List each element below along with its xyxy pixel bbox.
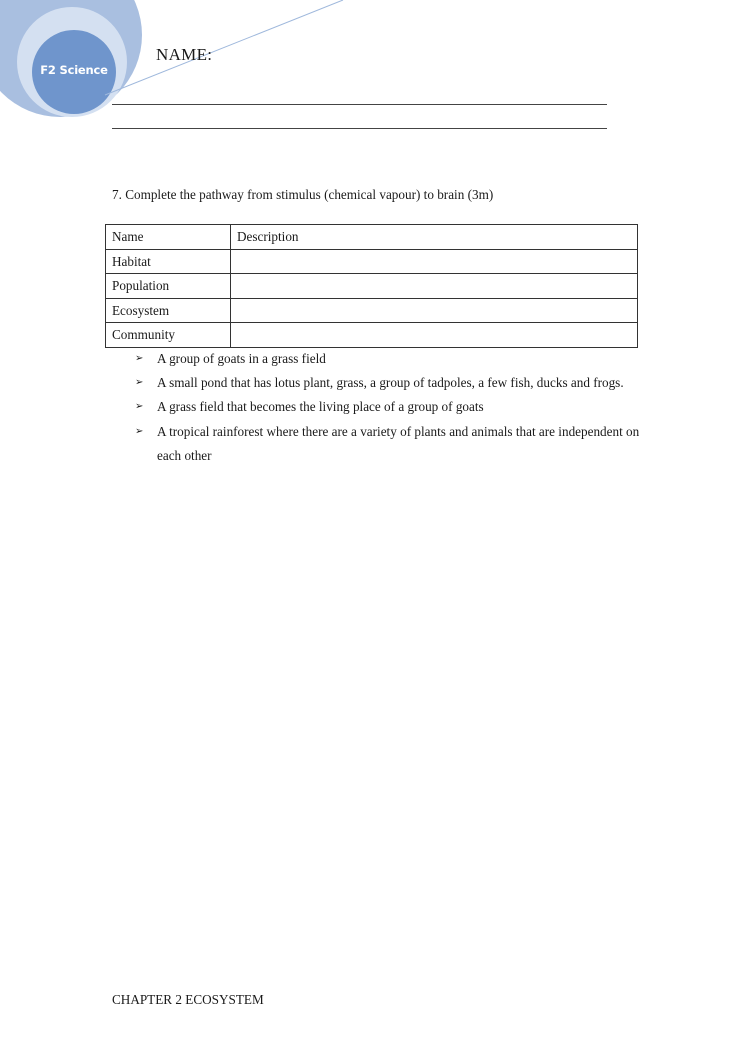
option-text: A grass field that becomes the living place of a group of goats	[157, 399, 484, 415]
arrow-bullet-icon: ➢	[135, 377, 144, 389]
arrow-bullet-icon: ➢	[135, 425, 144, 437]
row-description-cell[interactable]	[231, 323, 638, 348]
header-description: Description	[231, 225, 638, 250]
option-text: A tropical rainforest where there are a variety of plants and animals that are independent on each other	[157, 423, 640, 463]
option-text: A small pond that has lotus plant, grass, a group of tadpoles, a few fish, ducks and frogs.	[157, 375, 624, 391]
row-name: Population	[106, 274, 231, 299]
table-row	[106, 323, 638, 348]
header-name: Name	[106, 225, 231, 250]
arrow-bullet-icon: ➢	[135, 353, 144, 364]
list-item	[135, 371, 645, 395]
table-row	[106, 274, 638, 299]
row-description-cell[interactable]	[231, 249, 638, 274]
option-text: A group of goats in a grass field	[157, 351, 326, 366]
page-footer: CHAPTER 2 ECOSYSTEM	[112, 992, 264, 1007]
name-line-1[interactable]	[112, 104, 607, 105]
list-item	[135, 420, 645, 468]
options-list	[135, 347, 645, 468]
list-item	[135, 395, 645, 419]
row-name: Ecosystem	[106, 298, 231, 323]
list-item	[135, 347, 645, 371]
question-text: 7. Complete the pathway from stimulus (chemical vapour) to brain (3m)	[112, 187, 494, 202]
answer-table	[105, 224, 638, 348]
table-row	[106, 298, 638, 323]
logo-text: F2 Science	[40, 63, 108, 77]
arrow-bullet-icon: ➢	[135, 401, 144, 413]
logo-graphic	[0, 0, 360, 140]
row-name: Community	[106, 323, 231, 348]
row-description-cell[interactable]	[231, 298, 638, 323]
table-header-row	[106, 225, 638, 250]
name-line-2[interactable]	[112, 128, 607, 129]
row-description-cell[interactable]	[231, 274, 638, 299]
row-name: Habitat	[106, 249, 231, 274]
table-row	[106, 249, 638, 274]
name-label: NAME:	[156, 45, 213, 64]
